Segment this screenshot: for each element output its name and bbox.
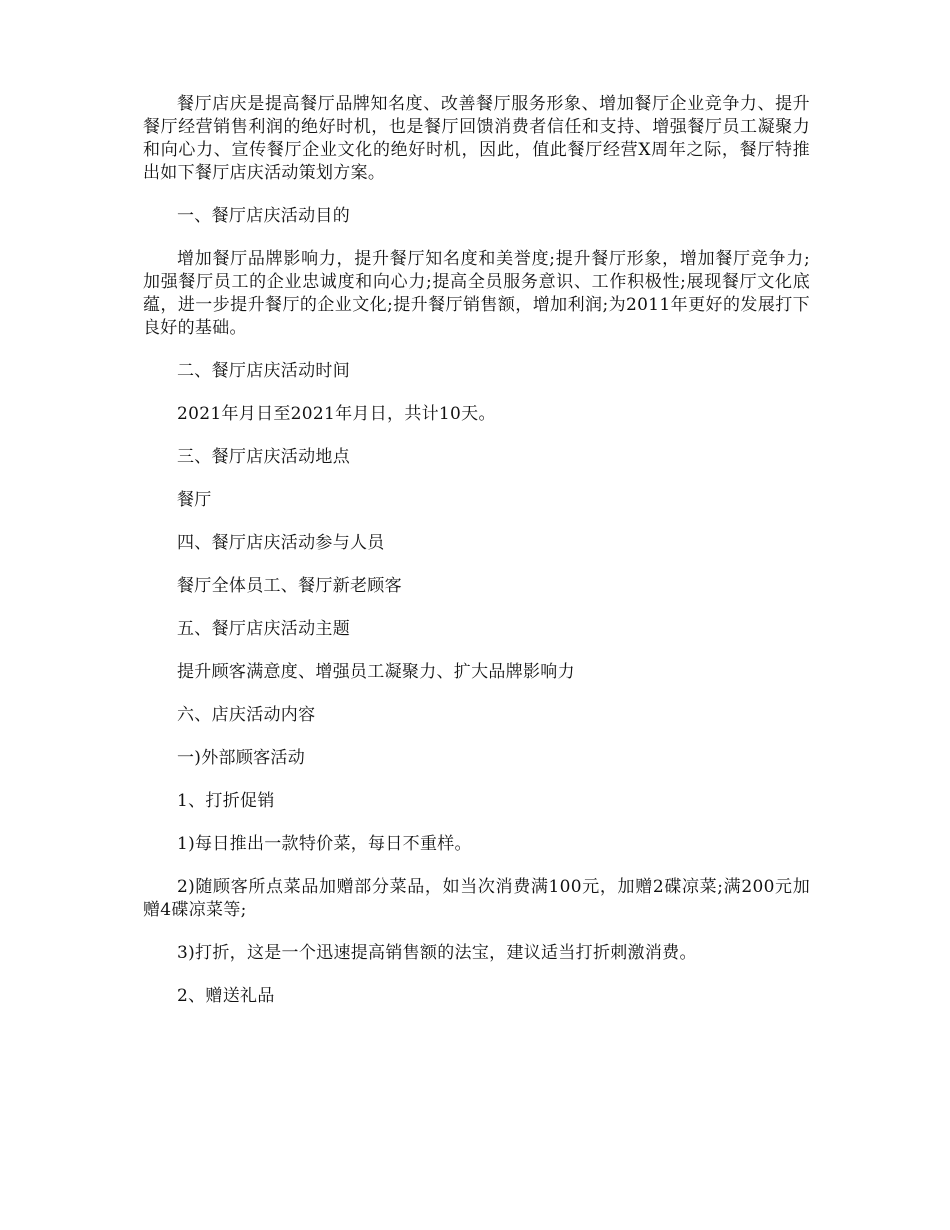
document-page: [143, 93, 810, 1028]
theme-paragraph: 提升顾客满意度、增强员工凝聚力、扩大品牌影响力: [177, 662, 575, 682]
participants-paragraph: 餐厅全体员工、餐厅新老顾客: [177, 576, 402, 596]
section-heading-time: 二、餐厅店庆活动时间: [177, 361, 350, 381]
section-heading-location: 三、餐厅店庆活动地点: [177, 447, 350, 467]
intro-paragraph: 餐厅店庆是提高餐厅品牌知名度、改善餐厅服务形象、增加餐厅企业竞争力、提升餐厅经营销售利润的绝好时机，也是餐厅回馈消费者信任和支持、增强餐厅员工凝聚力和向心力、宣传餐厅企业文化的绝好时机，因此，值此餐厅经营X周年之际，餐厅特推出如下餐厅店庆活动策划方案。: [143, 94, 810, 183]
section-heading-theme: 五、餐厅店庆活动主题: [177, 619, 350, 639]
time-paragraph: 2021年月日至2021年月日，共计10天。: [177, 404, 496, 424]
section-heading-purpose: 一、餐厅店庆活动目的: [177, 206, 350, 226]
item-heading-gifts: 2、赠送礼品: [177, 986, 275, 1006]
purpose-paragraph: 增加餐厅品牌影响力，提升餐厅知名度和美誉度;提升餐厅形象，增加餐厅竞争力;加强餐厅员工的企业忠诚度和向心力;提高全员服务意识、工作积极性;展现餐厅文化底蕴，进一步提升餐厅的企业文化;提升餐厅销售额，增加利润;为2011年更好的发展打下良好的基础。: [143, 249, 810, 338]
subsection-heading-external: 一)外部顾客活动: [177, 748, 306, 768]
item-heading-discount: 1、打折促销: [177, 791, 275, 811]
discount-item-2: 2)随顾客所点菜品加赠部分菜品，如当次消费满100元，加赠2碟凉菜;满200元加赠4碟凉菜等;: [143, 877, 810, 920]
discount-item-3: 3)打折，这是一个迅速提高销售额的法宝，建议适当打折刺激消费。: [177, 943, 697, 963]
location-paragraph: 餐厅: [177, 490, 212, 510]
discount-item-1: 1)每日推出一款特价菜，每日不重样。: [177, 834, 472, 854]
section-heading-content: 六、店庆活动内容: [177, 705, 316, 725]
section-heading-participants: 四、餐厅店庆活动参与人员: [177, 533, 385, 553]
